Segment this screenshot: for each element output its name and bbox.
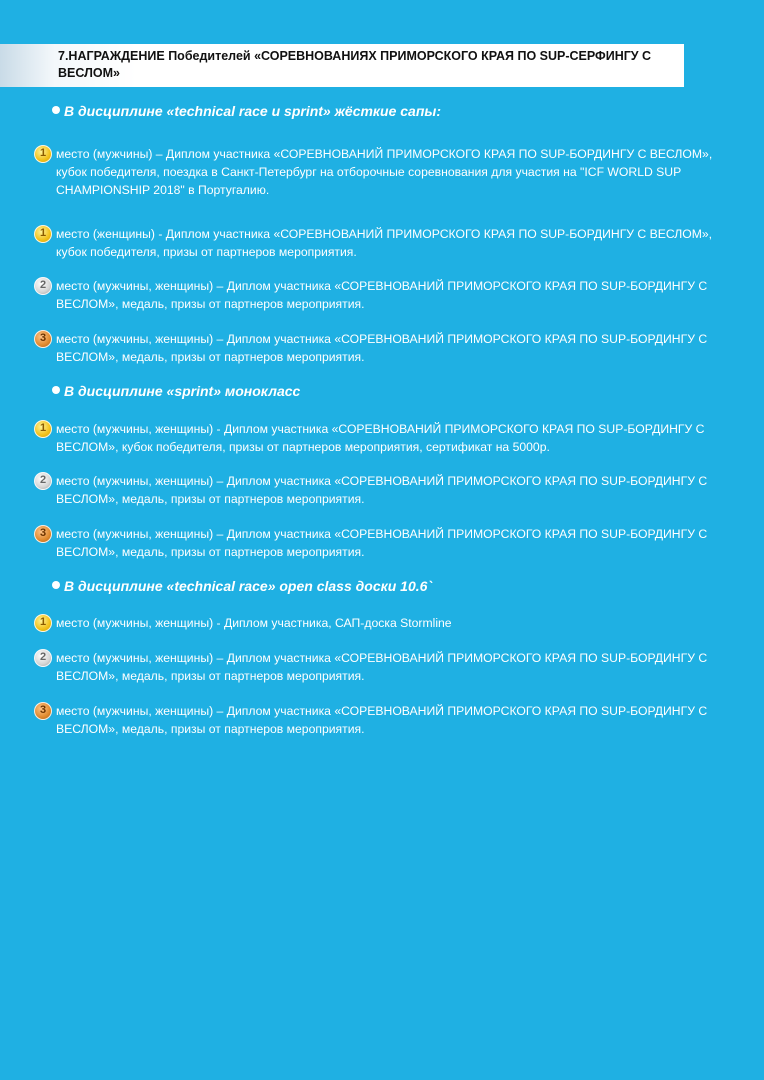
silver-medal-icon: 2 — [34, 277, 52, 295]
section-heading-1 — [52, 103, 441, 119]
section-title: 7.НАГРАЖДЕНИЕ Победителей «СОРЕВНОВАНИЯХ ПРИМОРСКОГО КРАЯ ПО SUP-СЕРФИНГУ С ВЕСЛОМ» — [58, 49, 652, 80]
list-item-text: место (мужчины) – Диплом участника «СОРЕВНОВАНИЙ ПРИМОРСКОГО КРАЯ ПО SUP-БОРДИНГУ С ВЕСЛОМ», кубок победителя, поездка в Санкт-Петербург на отборочные соревнования для участия на "ICF WORLD SUP CHAMPIONSHIP 2018" в Португалию. — [56, 147, 713, 197]
bronze-medal-icon: 3 — [34, 525, 52, 543]
list-item — [34, 525, 740, 561]
bullet-icon — [52, 106, 60, 114]
gold-medal-icon: 1 — [34, 225, 52, 243]
list-item-text: место (мужчины, женщины) – Диплом участника «СОРЕВНОВАНИЙ ПРИМОРСКОГО КРАЯ ПО SUP-БОРДИНГУ С ВЕСЛОМ», медаль, призы от партнеров мероприятия. — [56, 651, 708, 683]
gold-medal-icon: 1 — [34, 145, 52, 163]
list-item — [34, 614, 740, 632]
list-item — [34, 420, 740, 456]
bullet-icon — [52, 581, 60, 589]
list-item — [34, 225, 740, 261]
list-item-text: место (мужчины, женщины) – Диплом участника «СОРЕВНОВАНИЙ ПРИМОРСКОГО КРАЯ ПО SUP-БОРДИНГУ С ВЕСЛОМ», медаль, призы от партнеров мероприятия. — [56, 279, 708, 311]
list-item-text: место (мужчины, женщины) – Диплом участника «СОРЕВНОВАНИЙ ПРИМОРСКОГО КРАЯ ПО SUP-БОРДИНГУ С ВЕСЛОМ», медаль, призы от партнеров мероприятия. — [56, 474, 708, 506]
list-item — [34, 277, 740, 313]
list-item-text: место (женщины) - Диплом участника «СОРЕВНОВАНИЙ ПРИМОРСКОГО КРАЯ ПО SUP-БОРДИНГУ С ВЕСЛОМ», кубок победителя, призы от партнеров мероприятия. — [56, 227, 713, 259]
list-item — [34, 145, 740, 199]
list-item-text: место (мужчины, женщины) – Диплом участника «СОРЕВНОВАНИЙ ПРИМОРСКОГО КРАЯ ПО SUP-БОРДИНГУ С ВЕСЛОМ», медаль, призы от партнеров мероприятия. — [56, 704, 708, 736]
bronze-medal-icon: 3 — [34, 330, 52, 348]
section-heading-2 — [52, 383, 300, 399]
section-title-banner — [0, 44, 684, 87]
list-item-text: место (мужчины, женщины) - Диплом участника «СОРЕВНОВАНИЙ ПРИМОРСКОГО КРАЯ ПО SUP-БОРДИНГУ С ВЕСЛОМ», кубок победителя, призы от партнеров мероприятия, сертификат на 5000р. — [56, 422, 705, 454]
gold-medal-icon: 1 — [34, 420, 52, 438]
section-heading-text: В дисциплине «technical race и sprint» жёсткие сапы: — [64, 103, 441, 119]
bullet-icon — [52, 386, 60, 394]
list-item — [34, 472, 740, 508]
silver-medal-icon: 2 — [34, 472, 52, 490]
list-item — [34, 649, 740, 685]
list-item-text: место (мужчины, женщины) – Диплом участника «СОРЕВНОВАНИЙ ПРИМОРСКОГО КРАЯ ПО SUP-БОРДИНГУ С ВЕСЛОМ», медаль, призы от партнеров мероприятия. — [56, 527, 708, 559]
list-item-text: место (мужчины, женщины) - Диплом участника, САП-доска Stormline — [56, 616, 452, 630]
list-item-text: место (мужчины, женщины) – Диплом участника «СОРЕВНОВАНИЙ ПРИМОРСКОГО КРАЯ ПО SUP-БОРДИНГУ С ВЕСЛОМ», медаль, призы от партнеров мероприятия. — [56, 332, 708, 364]
section-heading-text: В дисциплине «sprint» монокласс — [64, 383, 301, 399]
silver-medal-icon: 2 — [34, 649, 52, 667]
bronze-medal-icon: 3 — [34, 702, 52, 720]
list-item — [34, 702, 740, 738]
section-heading-3 — [52, 578, 432, 594]
gold-medal-icon: 1 — [34, 614, 52, 632]
list-item — [34, 330, 740, 366]
section-heading-text: В дисциплине «technical race» open class доски 10.6` — [64, 578, 433, 594]
